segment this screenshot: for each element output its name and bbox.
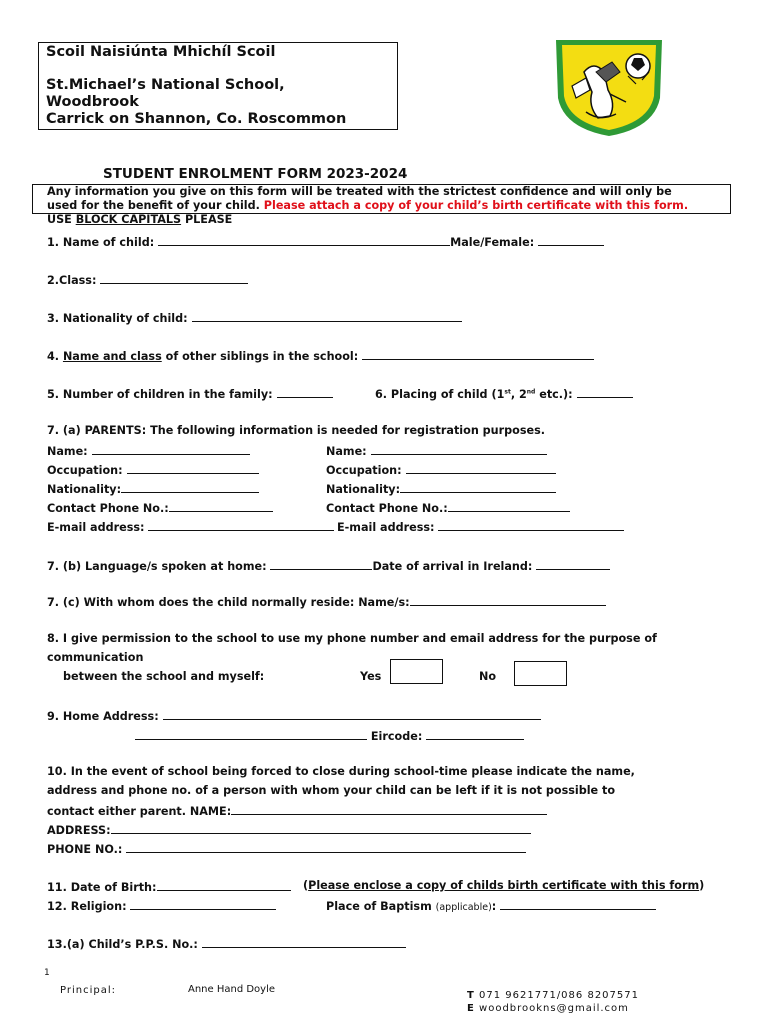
parent2-phone-label: Contact Phone No.: [326, 502, 448, 515]
q4-number: 4. [47, 350, 63, 363]
children-count-field[interactable] [277, 386, 333, 398]
emergency-address-row [47, 822, 531, 837]
parent1-email-row [47, 519, 334, 534]
child-name-label: 1. Name of child: [47, 236, 155, 249]
q9-row [47, 708, 541, 723]
nationality-label: 3. Nationality of child: [47, 312, 188, 325]
eircode-field[interactable] [426, 728, 524, 740]
q4-underlined: Name and class [62, 350, 162, 363]
placing-sup-1: st [504, 388, 511, 396]
parent1-email-label: E-mail address: [47, 521, 145, 534]
q1-row [47, 234, 604, 249]
parent2-occupation-field[interactable] [406, 462, 556, 474]
parent1-occupation-row [47, 462, 259, 477]
page-number: 1 [44, 968, 50, 978]
language-field[interactable] [270, 558, 372, 570]
q11-row [47, 879, 291, 894]
footer-email [467, 1003, 629, 1014]
no-checkbox[interactable] [514, 661, 567, 686]
parent2-nationality-field[interactable] [400, 481, 556, 493]
pps-field[interactable] [202, 936, 406, 948]
emergency-line-2: address and phone no. of a person with whom your child can be left if it is not possible to [47, 784, 616, 797]
footer-phone [467, 990, 639, 1001]
parents-heading: 7. (a) PARENTS: The following information is needed for registration purposes. [47, 424, 546, 437]
dob-label: 11. Date of Birth: [47, 881, 157, 894]
placing-label [375, 388, 573, 401]
q7b-row [47, 558, 610, 573]
parent2-phone-field[interactable] [448, 500, 570, 512]
parent1-nationality-row [47, 481, 259, 496]
school-crest-icon [550, 32, 668, 140]
nationality-field[interactable] [192, 310, 462, 322]
parent2-occupation-label: Occupation: [326, 464, 402, 477]
birth-cert-notice: Please attach a copy of your child’s birth certificate with this form. [263, 199, 689, 212]
school-place: Woodbrook [46, 94, 139, 110]
gender-field[interactable] [538, 234, 604, 246]
q13-row [47, 936, 406, 951]
parent2-email-row [337, 519, 624, 534]
principal-label: Principal: [60, 985, 116, 996]
yes-checkbox[interactable] [390, 659, 443, 684]
q2-row [47, 272, 248, 287]
birth-cert-reminder: (Please enclose a copy of childs birth certificate with this form) [303, 879, 705, 892]
notice-line-1: Any information you give on this form will be treated with the strictest confidence and will only be [47, 185, 672, 198]
parent2-name-row [326, 443, 547, 458]
use-text: USE [47, 213, 76, 226]
permission-line-3: between the school and myself: [63, 670, 265, 683]
emergency-name-row [47, 803, 547, 818]
q3-row [47, 310, 462, 325]
block-capitals-notice [47, 213, 232, 226]
q9-row-2 [135, 728, 524, 743]
permission-line-1: 8. I give permission to the school to use my phone number and email address for the purpose of [47, 632, 657, 645]
parent1-occupation-label: Occupation: [47, 464, 123, 477]
email-text[interactable]: woodbrookns@gmail.com [479, 1003, 629, 1014]
parent1-name-label: Name: [47, 445, 88, 458]
home-address-label: 9. Home Address: [47, 710, 159, 723]
placing-text: 6. Placing of child (1 [375, 388, 505, 401]
q5-row [47, 386, 333, 401]
q6-row [375, 386, 633, 401]
emergency-name-field[interactable] [231, 803, 547, 815]
permission-line-2: communication [47, 651, 144, 664]
home-address-field[interactable] [163, 708, 541, 720]
parent1-email-field[interactable] [148, 519, 334, 531]
emergency-phone-field[interactable] [126, 841, 526, 853]
parent2-nationality-label: Nationality: [326, 483, 401, 496]
school-name-english: St.Michael’s National School, [46, 77, 285, 93]
please-text: PLEASE [181, 213, 233, 226]
emergency-address-label: ADDRESS: [47, 824, 111, 837]
parent1-nationality-field[interactable] [121, 481, 259, 493]
placing-sup-2: nd [526, 388, 536, 396]
parent2-phone-row [326, 500, 570, 515]
placing-mid: , 2 [510, 388, 527, 401]
q7c-row [47, 594, 606, 609]
reside-label: 7. (c) With whom does the child normally reside: Name/s: [47, 596, 410, 609]
parent1-phone-label: Contact Phone No.: [47, 502, 169, 515]
baptism-label: Place of Baptism [326, 900, 432, 913]
dob-field[interactable] [157, 879, 291, 891]
phone-text: 071 9621771/086 8207571 [479, 990, 639, 1001]
parent1-name-field[interactable] [92, 443, 250, 455]
applicable-note: (applicable) [435, 902, 492, 913]
placing-end: etc.): [535, 388, 573, 401]
arrival-date-label: Date of arrival in Ireland: [372, 560, 533, 573]
emergency-address-field[interactable] [111, 822, 531, 834]
emergency-phone-row [47, 841, 526, 856]
parent2-nationality-row [326, 481, 556, 496]
class-label: 2.Class: [47, 274, 97, 287]
no-label: No [479, 670, 497, 683]
notice-line-2 [47, 199, 688, 212]
emergency-line-1: 10. In the event of school being forced to close during school-time please indicate the name, [47, 765, 635, 778]
parent1-name-row [47, 443, 250, 458]
gender-label: Male/Female: [450, 236, 535, 249]
parent1-phone-field[interactable] [169, 500, 273, 512]
placing-field[interactable] [577, 386, 633, 398]
pps-label: 13.(a) Child’s P.P.S. No.: [47, 938, 198, 951]
yes-label: Yes [360, 670, 382, 683]
parent2-email-field[interactable] [438, 519, 624, 531]
parent2-email-label: E-mail address: [337, 521, 435, 534]
religion-field[interactable] [130, 898, 276, 910]
parent1-occupation-field[interactable] [127, 462, 259, 474]
parent2-name-field[interactable] [371, 443, 547, 455]
home-address-field-2[interactable] [135, 728, 367, 740]
parent1-phone-row [47, 500, 273, 515]
phone-prefix: T [467, 990, 475, 1001]
email-prefix: E [467, 1003, 475, 1014]
parent1-nationality-label: Nationality: [47, 483, 122, 496]
siblings-label: of other siblings in the school: [161, 350, 359, 363]
q12-row [47, 898, 276, 913]
language-label: 7. (b) Language/s spoken at home: [47, 560, 267, 573]
children-count-label: 5. Number of children in the family: [47, 388, 273, 401]
q4-row [47, 348, 594, 363]
parent2-occupation-row [326, 462, 556, 477]
eircode-label: Eircode: [370, 730, 423, 743]
birth-cert-reminder-text: Please enclose a copy of childs birth certificate with this form [308, 879, 700, 892]
siblings-field[interactable] [362, 348, 594, 360]
school-town: Carrick on Shannon, Co. Roscommon [46, 111, 347, 127]
class-field[interactable] [100, 272, 248, 284]
emergency-name-label: contact either parent. NAME: [47, 805, 232, 818]
reside-field[interactable] [410, 594, 606, 606]
form-title: STUDENT ENROLMENT FORM 2023-2024 [103, 166, 408, 182]
religion-label: 12. Religion: [47, 900, 127, 913]
school-name-irish: Scoil Naisiúnta Mhichíl Scoil [46, 44, 276, 60]
notice-line-2-text: used for the benefit of your child. [47, 199, 260, 212]
baptism-field[interactable] [500, 898, 656, 910]
principal-name: Anne Hand Doyle [188, 984, 276, 995]
baptism-row: Place of Baptism (applicable): [326, 898, 656, 913]
parent2-name-label: Name: [326, 445, 367, 458]
emergency-phone-label: PHONE NO.: [47, 843, 123, 856]
child-name-field[interactable] [158, 234, 450, 246]
arrival-date-field[interactable] [536, 558, 610, 570]
block-capitals-text: BLOCK CAPITALS [75, 213, 182, 226]
